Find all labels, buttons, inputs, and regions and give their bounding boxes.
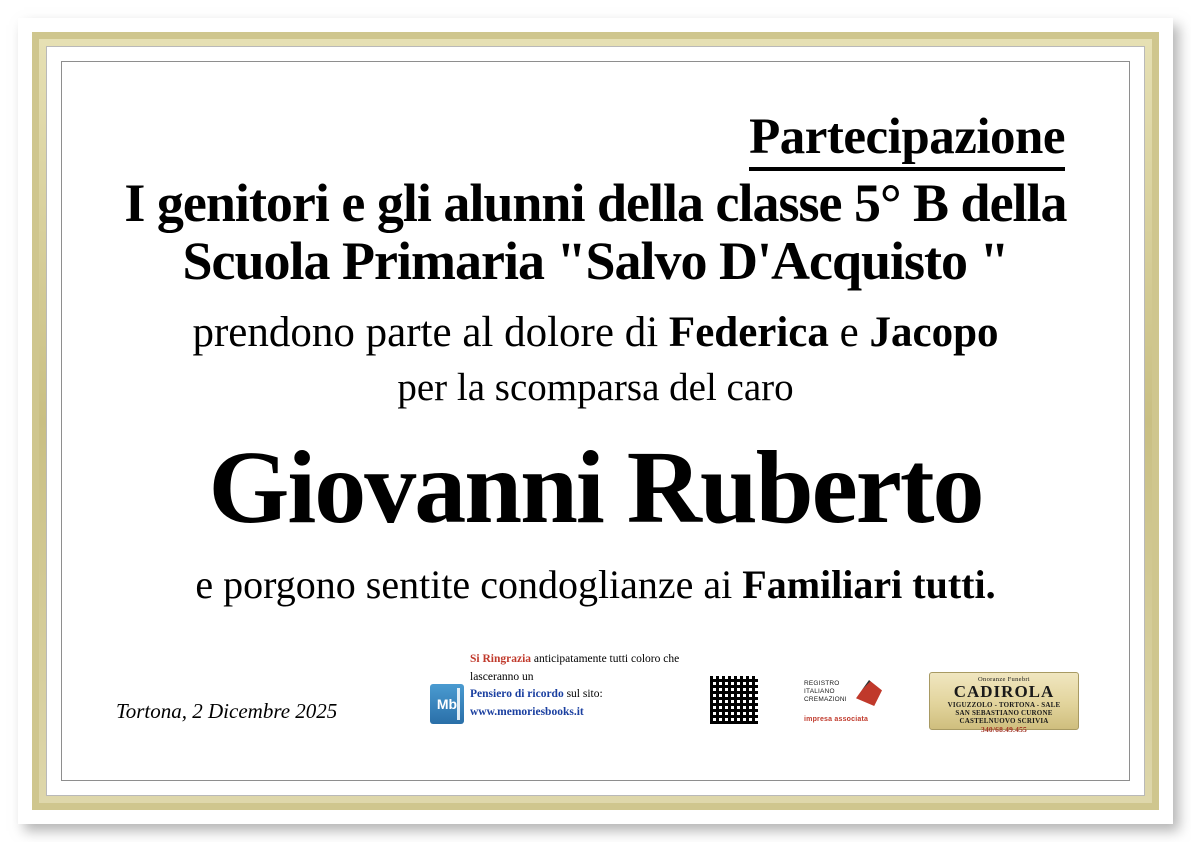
agency-locations-2: SAN SEBASTIANO CURONE bbox=[955, 708, 1053, 717]
thanks-line-1 bbox=[470, 651, 710, 687]
agency-phone: 340/68.49.455 bbox=[981, 724, 1027, 734]
thanks-memory-label: Pensiero di ricordo bbox=[470, 688, 564, 701]
thanks-line-2-mid: sul sito: bbox=[563, 688, 603, 701]
agency-name: CADIROLA bbox=[953, 682, 1055, 701]
cremation-line-4: impresa associata bbox=[804, 716, 869, 723]
mourners-join: e bbox=[828, 308, 870, 356]
agency-locations-3: CASTELNUOVO SCRIVIA bbox=[959, 716, 1049, 725]
cremation-registry-logo bbox=[800, 676, 890, 726]
page-title-text: Partecipazione bbox=[749, 109, 1065, 171]
poster-content bbox=[108, 102, 1083, 740]
qr-code-icon[interactable] bbox=[708, 674, 760, 726]
mourner-name-1: Federica bbox=[668, 308, 829, 356]
announcement-line-4: per la scomparsa del caro bbox=[397, 365, 794, 409]
thanks-line-2 bbox=[470, 686, 710, 722]
memoriesbooks-logo-label: Mb bbox=[436, 696, 458, 712]
agency-locations-1: VIGUZZOLO - TORTONA - SALE bbox=[947, 700, 1061, 709]
poster-gold-border bbox=[32, 32, 1159, 810]
mourners-prefix: prendono parte al dolore di bbox=[192, 308, 669, 356]
announcement-line-3 bbox=[108, 308, 1083, 359]
announcement-line-1: I genitori e gli alunni della classe 5° B della bbox=[124, 173, 1067, 233]
thanks-note bbox=[470, 651, 710, 722]
poster-outer-frame bbox=[18, 18, 1173, 824]
memoriesbooks-logo-icon bbox=[430, 684, 464, 724]
closing-bold: Familiari tutti. bbox=[742, 561, 996, 607]
cremation-line-3: CREMAZIONI bbox=[804, 696, 847, 704]
agency-top-label: Onoranze Funebri bbox=[978, 676, 1030, 683]
date-place-text: Tortona, 2 Dicembre 2025 bbox=[116, 699, 338, 723]
deceased-name: Giovanni Ruberto bbox=[208, 430, 983, 546]
thanks-line-1-rest: anticipatamente tutti coloro che lasceranno un bbox=[470, 652, 680, 683]
mourner-name-2: Jacopo bbox=[869, 308, 999, 356]
announcement-line-2: Scuola Primaria "Salvo D'Acquisto " bbox=[182, 231, 1009, 292]
closing-line bbox=[108, 561, 1083, 608]
poster-inner-white-border bbox=[46, 46, 1145, 796]
thanks-highlight: Si Ringrazia bbox=[470, 652, 532, 665]
cremation-line-1: REGISTRO bbox=[804, 680, 840, 687]
poster-footer bbox=[108, 652, 1083, 738]
closing-prefix: e porgono sentite condoglianze ai bbox=[195, 561, 743, 607]
poster-thin-rule bbox=[61, 61, 1130, 781]
funeral-agency-logo bbox=[929, 672, 1079, 734]
page-title bbox=[108, 108, 1083, 166]
cremation-line-2: ITALIANO bbox=[804, 688, 835, 696]
memoriesbooks-url[interactable]: www.memoriesbooks.it bbox=[470, 706, 584, 719]
